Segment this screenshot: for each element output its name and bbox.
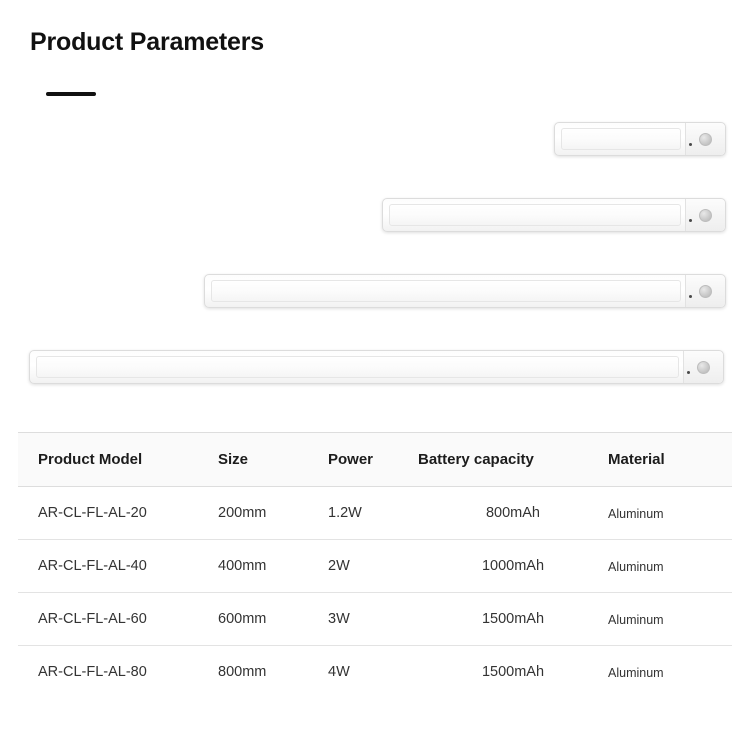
cell-model: AR-CL-FL-AL-40: [18, 540, 218, 593]
table-row: [18, 540, 732, 593]
column-header-material: Material: [608, 433, 732, 487]
cell-size: 800mm: [218, 664, 267, 680]
table-row: [18, 487, 732, 540]
light-diffuser-20: [561, 128, 681, 150]
product-bar-80: [29, 350, 724, 384]
cell-battery: 800mAh: [418, 487, 608, 540]
column-header-model: Product Model: [18, 433, 218, 487]
light-diffuser-80: [36, 356, 679, 378]
cell-battery: 1500mAh: [481, 664, 545, 680]
product-bar-60: [204, 274, 726, 308]
cell-material: Aluminum: [608, 593, 732, 646]
indicator-dot-80: [687, 371, 690, 374]
motion-sensor-icon-60: [699, 285, 712, 298]
cell-material: Aluminum: [608, 540, 732, 593]
motion-sensor-icon-40: [699, 209, 712, 222]
column-header-power: Power: [328, 433, 418, 487]
title-underline-rule: [46, 92, 96, 96]
specification-table-wrapper: [18, 432, 732, 698]
cell-model: AR-CL-FL-AL-80: [38, 664, 147, 680]
cell-size: 200mm: [218, 487, 328, 540]
cell-power: 1.2W: [328, 487, 418, 540]
cell-battery: 1000mAh: [418, 540, 608, 593]
motion-sensor-icon-20: [699, 133, 712, 146]
page-title: Product Parameters: [30, 28, 264, 56]
indicator-dot-60: [689, 295, 692, 298]
product-bar-40: [382, 198, 726, 232]
cell-power: 2W: [328, 540, 418, 593]
table-body: [18, 487, 732, 699]
cell-model: AR-CL-FL-AL-20: [18, 487, 218, 540]
cell-battery: 1500mAh: [418, 593, 608, 646]
cell-material: Aluminum: [608, 666, 664, 680]
light-diffuser-60: [211, 280, 681, 302]
motion-sensor-icon-80: [697, 361, 710, 374]
cell-size: 600mm: [218, 593, 328, 646]
cell-material: Aluminum: [608, 487, 732, 540]
cell-power: 4W: [328, 664, 350, 680]
table-header: [18, 433, 732, 487]
table-row: [18, 593, 732, 646]
column-header-battery: Battery capacity: [418, 433, 608, 487]
indicator-dot-40: [689, 219, 692, 222]
product-image-group: [0, 110, 750, 420]
cell-size: 400mm: [218, 540, 328, 593]
product-bar-20: [554, 122, 726, 156]
table-header-row: [18, 433, 732, 487]
table-row: [18, 646, 732, 699]
column-header-size: Size: [218, 433, 328, 487]
cell-model: AR-CL-FL-AL-60: [18, 593, 218, 646]
light-diffuser-40: [389, 204, 681, 226]
indicator-dot-20: [689, 143, 692, 146]
specification-table: [18, 432, 732, 698]
cell-power: 3W: [328, 593, 418, 646]
